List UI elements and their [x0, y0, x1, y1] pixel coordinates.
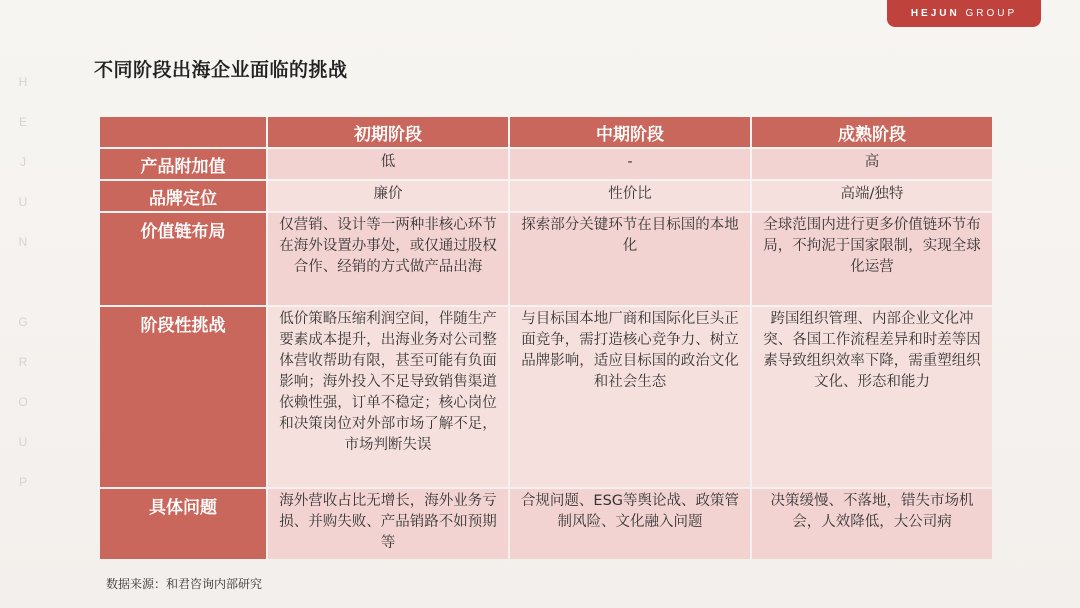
header-corner [100, 117, 266, 147]
column-header: 初期阶段 [268, 117, 508, 147]
data-source-note: 数据来源：和君咨询内部研究 [106, 577, 263, 591]
table-cell: 仅营销、设计等一两种非核心环节在海外设置办事处，或仅通过股权合作、经销的方式做产品出海 [268, 213, 508, 305]
row-header: 价值链布局 [100, 213, 266, 305]
table-cell: 全球范围内进行更多价值链环节布局，不拘泥于国家限制，实现全球化运营 [752, 213, 992, 305]
watermark-letter: E [18, 115, 27, 129]
challenge-table [98, 115, 994, 561]
watermark-letter: R [18, 355, 28, 369]
table-cell: 跨国组织管理、内部企业文化冲突、各国工作流程差异和时差等因素导致组织效率下降，需重塑组织文化、形态和能力 [752, 307, 992, 487]
brand-name-bold: HEJUN [910, 8, 960, 19]
table-cell: 性价比 [510, 181, 750, 211]
watermark-letter: O [18, 395, 28, 409]
table-cell: 决策缓慢、不落地，错失市场机会，人效降低，大公司病 [752, 489, 992, 559]
table-row [100, 307, 992, 487]
watermark-letter: N [18, 235, 28, 249]
row-header: 阶段性挑战 [100, 307, 266, 487]
table-cell: 高端/独特 [752, 181, 992, 211]
table-cell: 廉价 [268, 181, 508, 211]
table-header-row [100, 117, 992, 147]
table-cell: 与目标国本地厂商和国际化巨头正面竞争，需打造核心竞争力、树立品牌影响，适应目标国的政治文化和社会生态 [510, 307, 750, 487]
column-header: 中期阶段 [510, 117, 750, 147]
table-cell: 探索部分关键环节在目标国的本地化 [510, 213, 750, 305]
table-cell: 高 [752, 149, 992, 179]
watermark-letter: U [18, 435, 28, 449]
table-row [100, 213, 992, 305]
table-row [100, 181, 992, 211]
page-title: 不同阶段出海企业面临的挑战 [94, 59, 348, 81]
row-header: 品牌定位 [100, 181, 266, 211]
table-cell: - [510, 149, 750, 179]
watermark-letter: P [18, 475, 27, 489]
watermark-letter: U [18, 195, 28, 209]
watermark-letter: G [18, 315, 28, 329]
vertical-watermark [16, 62, 30, 502]
watermark-letter: H [18, 75, 28, 89]
watermark-letter: J [20, 155, 26, 169]
column-header: 成熟阶段 [752, 117, 992, 147]
table-cell: 合规问题、ESG等舆论战、政策管制风险、文化融入问题 [510, 489, 750, 559]
table-cell: 低 [268, 149, 508, 179]
table-row [100, 149, 992, 179]
row-header: 产品附加值 [100, 149, 266, 179]
table-cell: 海外营收占比无增长，海外业务亏损、并购失败、产品销路不如预期等 [268, 489, 508, 559]
brand-name-rest: GROUP [965, 8, 1018, 19]
row-header: 具体问题 [100, 489, 266, 559]
table-row [100, 489, 992, 559]
table-cell: 低价策略压缩利润空间，伴随生产要素成本提升，出海业务对公司整体营收帮助有限，甚至可能有负面影响；海外投入不足导致销售渠道依赖性强，订单不稳定；核心岗位和决策岗位对外部市场了解不足，市场判断失误 [268, 307, 508, 487]
brand-tab [887, 0, 1041, 27]
